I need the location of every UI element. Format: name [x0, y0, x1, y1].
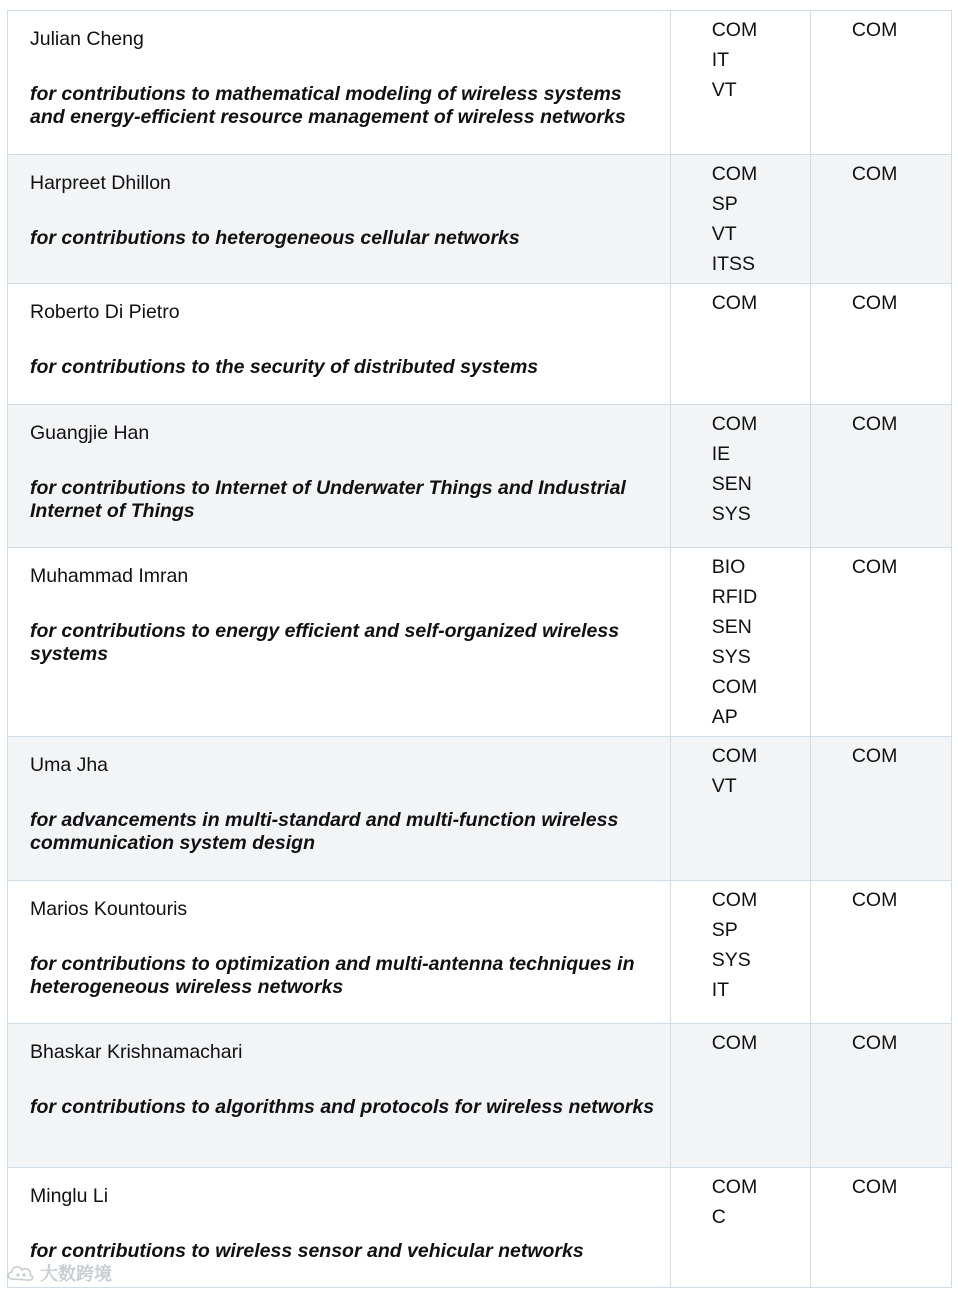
- society-code: COM: [711, 889, 758, 911]
- society-code: VT: [711, 775, 737, 797]
- fellow-name: Roberto Di Pietro: [30, 301, 180, 323]
- fellow-cell: [8, 881, 671, 1024]
- society-code: COM: [711, 163, 758, 185]
- society-code: COM: [711, 19, 758, 41]
- society-code: C: [711, 1206, 726, 1228]
- evaluating-society-cell: [810, 881, 951, 1024]
- evaluating-society-cell: [810, 405, 951, 548]
- society-code: SEN: [711, 473, 752, 495]
- societies-cell: [670, 284, 810, 405]
- fellow-cell: [8, 405, 671, 548]
- fellow-cell: [8, 737, 671, 881]
- society-code: COM: [711, 676, 758, 698]
- evaluating-society-cell: [810, 548, 951, 737]
- fellow-name: Muhammad Imran: [30, 565, 189, 587]
- society-code: COM: [711, 292, 758, 314]
- fellow-citation: for contributions to energy efficient and self-organized wireless systems: [30, 620, 620, 665]
- fellows-table: [7, 10, 952, 1288]
- fellow-citation: for contributions to algorithms and protocols for wireless networks: [30, 1096, 655, 1118]
- fellow-name: Guangjie Han: [30, 422, 150, 444]
- table-row: [8, 1168, 952, 1288]
- fellow-name: Bhaskar Krishnamachari: [30, 1041, 243, 1063]
- fellow-citation: for contributions to mathematical modeling of wireless systems and energy-efficient resource management of wireless networks: [30, 83, 626, 128]
- evaluating-society-code: COM: [851, 1032, 898, 1054]
- evaluating-society-code: COM: [851, 745, 898, 767]
- society-code: IE: [711, 443, 731, 465]
- societies-cell: [670, 405, 810, 548]
- fellow-cell: [8, 548, 671, 737]
- society-code: IT: [711, 979, 730, 1001]
- fellow-name: Julian Cheng: [30, 28, 144, 50]
- evaluating-society-cell: [810, 155, 951, 284]
- society-code: ITSS: [711, 253, 756, 275]
- society-code: SYS: [711, 646, 751, 668]
- societies-cell: [670, 155, 810, 284]
- cloud-logo-icon: [6, 1260, 136, 1286]
- evaluating-society-code: COM: [851, 1176, 898, 1198]
- fellow-cell: [8, 11, 671, 155]
- evaluating-society-cell: [810, 737, 951, 881]
- evaluating-society-code: COM: [851, 413, 898, 435]
- societies-cell: [670, 1024, 810, 1168]
- fellow-citation: for contributions to optimization and multi-antenna techniques in heterogeneous wireless networks: [30, 953, 635, 998]
- society-code: SEN: [711, 616, 752, 638]
- societies-cell: [670, 11, 810, 155]
- evaluating-society-code: COM: [851, 556, 898, 578]
- evaluating-society-code: COM: [851, 292, 898, 314]
- society-code: SP: [711, 919, 738, 941]
- fellow-citation: for contributions to wireless sensor and vehicular networks: [30, 1240, 584, 1262]
- fellow-citation: for contributions to the security of distributed systems: [30, 356, 539, 378]
- fellow-citation: for contributions to Internet of Underwater Things and Industrial Internet of Things: [30, 477, 626, 522]
- fellow-name: Marios Kountouris: [30, 898, 188, 920]
- society-code: BIO: [711, 556, 746, 578]
- table-row: [8, 405, 952, 548]
- societies-cell: [670, 737, 810, 881]
- society-code: IT: [711, 49, 730, 71]
- table-row: [8, 155, 952, 284]
- fellow-name: Harpreet Dhillon: [30, 172, 171, 194]
- fellow-citation: for advancements in multi-standard and multi-function wireless communication system design: [30, 809, 619, 854]
- fellow-cell: [8, 284, 671, 405]
- society-code: COM: [711, 1032, 758, 1054]
- evaluating-society-code: COM: [851, 889, 898, 911]
- society-code: VT: [711, 79, 737, 101]
- evaluating-society-cell: [810, 11, 951, 155]
- watermark-text: 大数跨境: [40, 1264, 112, 1285]
- society-code: SP: [711, 193, 738, 215]
- fellow-cell: [8, 1024, 671, 1168]
- evaluating-society-cell: [810, 1024, 951, 1168]
- societies-cell: [670, 881, 810, 1024]
- watermark: [6, 1260, 136, 1286]
- societies-cell: [670, 548, 810, 737]
- fellow-cell: [8, 155, 671, 284]
- evaluating-society-code: COM: [851, 19, 898, 41]
- table-row: [8, 1024, 952, 1168]
- society-code: SYS: [711, 503, 751, 525]
- society-code: COM: [711, 413, 758, 435]
- table-row: [8, 11, 952, 155]
- evaluating-society-cell: [810, 284, 951, 405]
- table-row: [8, 881, 952, 1024]
- society-code: COM: [711, 1176, 758, 1198]
- society-code: COM: [711, 745, 758, 767]
- societies-cell: [670, 1168, 810, 1288]
- table-row: [8, 737, 952, 881]
- society-code: VT: [711, 223, 737, 245]
- table-row: [8, 284, 952, 405]
- fellow-name: Minglu Li: [30, 1185, 109, 1207]
- fellow-citation: for contributions to heterogeneous cellular networks: [30, 227, 520, 249]
- table-row: [8, 548, 952, 737]
- society-code: RFID: [711, 586, 758, 608]
- fellow-name: Uma Jha: [30, 754, 109, 776]
- society-code: AP: [711, 706, 738, 728]
- evaluating-society-cell: [810, 1168, 951, 1288]
- evaluating-society-code: COM: [851, 163, 898, 185]
- society-code: SYS: [711, 949, 751, 971]
